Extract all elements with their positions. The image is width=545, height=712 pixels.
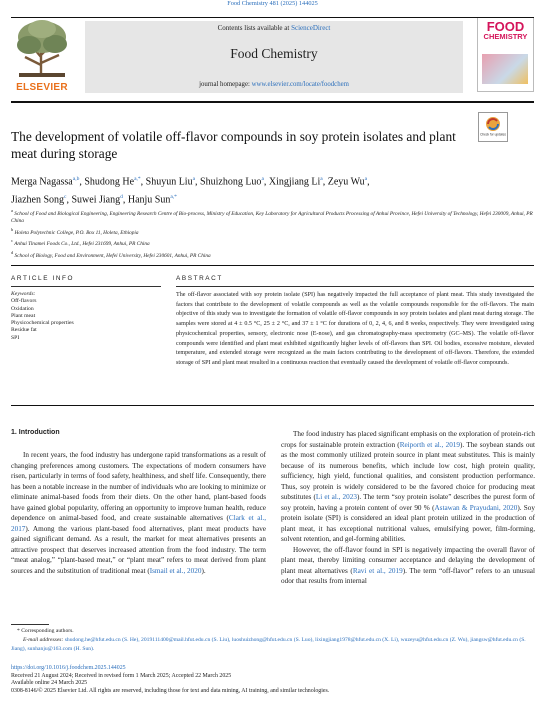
- affiliation: [11, 226, 536, 237]
- author-affiliation-mark[interactable]: a,b: [72, 176, 80, 182]
- citation-link[interactable]: Reiporth et al., 2019: [399, 440, 460, 449]
- author-name[interactable]: Suwei Jiang: [71, 194, 121, 206]
- cover-title-line-2: CHEMISTRY: [483, 32, 528, 41]
- author-separator: ,: [140, 176, 146, 188]
- keyword: Off-flavors: [11, 298, 37, 305]
- citation-link[interactable]: Astawan & Prayudani, 2020: [434, 503, 518, 512]
- author-affiliation-mark[interactable]: a,*: [134, 176, 141, 182]
- corresponding-note: * Corresponding authors.: [17, 628, 74, 634]
- author-affiliation-mark[interactable]: d: [120, 193, 123, 200]
- author-name[interactable]: Shuyun Liu: [145, 176, 193, 188]
- keyword: SPI: [11, 334, 20, 341]
- doi-link[interactable]: https://doi.org/10.1016/j.foodchem.2025.144025: [11, 665, 126, 671]
- author-separator: ,: [367, 176, 370, 188]
- journal-homepage-line: [85, 81, 463, 88]
- cover-title-line-1: FOOD: [486, 19, 525, 34]
- affiliation-mark: c: [11, 238, 13, 244]
- author-name[interactable]: Hanju Sun: [127, 194, 171, 206]
- header-top-rule: [11, 17, 534, 18]
- intro-column-right: [281, 429, 535, 587]
- citation-link[interactable]: Li et al., 2023: [315, 493, 357, 501]
- article-info-label: ARTICLE INFO: [11, 275, 75, 282]
- affiliation: [11, 249, 536, 260]
- journal-name: Food Chemistry: [230, 46, 318, 61]
- cover-title: [477, 21, 534, 41]
- affiliation: [11, 237, 536, 248]
- available-online: Available online 24 March 2025: [11, 680, 88, 687]
- journal-homepage-link[interactable]: www.elsevier.com/locate/foodchem: [251, 81, 349, 88]
- citation-link[interactable]: Ravi et al., 2019: [352, 566, 403, 575]
- publication-info: [11, 665, 536, 695]
- author-name[interactable]: Merga Nagassa: [11, 176, 73, 188]
- copyright: 0308-8146/© 2025 Elsevier Ltd. All rights are reserved, including those for text and data mining, AI training, and similar technologies.: [11, 687, 330, 694]
- journal-citation[interactable]: Food Chemistry 481 (2025) 144025: [227, 0, 318, 7]
- affiliation-text: School of Biology, Food and Environment, Hefei University, Hefei 230601, Anhui, PR China: [13, 252, 211, 259]
- text-run: ). The soybean stands out as the most commonly utilized protein source in plant meat substitutes. This is mainly because of its numerous benefits, which include low cost, high protein quality, sufficiency, high yield, functional qualities, and consistent production performance. Thus, soy protein is widely considered to be the favored choice for producing meat substitutes (: [281, 440, 535, 501]
- intro-paragraph-2: [281, 429, 535, 545]
- author-name[interactable]: Xingjiang Li: [268, 176, 321, 188]
- author-name[interactable]: Shudong He: [84, 176, 135, 188]
- article-title: The development of volatile off-flavor compounds in soy protein isolates and plant meat during storage: [11, 129, 456, 161]
- intro-paragraph-3: [281, 545, 535, 587]
- email-label: E-mail addresses:: [23, 637, 64, 644]
- intro-paragraph-1: [11, 450, 266, 576]
- affiliation-text: Holeta Polytechnic College, P.O. Box 11, Holeta, Ethiopia: [13, 229, 139, 236]
- author-affiliation-mark[interactable]: a: [192, 176, 196, 182]
- keyword-list: [11, 298, 161, 342]
- info-top-rule: [11, 265, 534, 266]
- section-heading-introduction: 1. Introduction: [11, 429, 60, 436]
- cover-image: [482, 54, 528, 84]
- received-dates: Received 21 August 2024; Received in revised form 1 March 2025; Accepted 22 March 2025: [11, 672, 232, 679]
- keyword: Residue fat: [11, 327, 37, 334]
- publisher-name: ELSEVIER: [16, 82, 68, 93]
- author-affiliation-mark[interactable]: a: [320, 176, 323, 182]
- text-run: ). Soy protein isolate (SPI) is considered an ideal plant protein utilized in the production of plant meat, it has exceptional nutritional values, emulsifying power, film-forming, solvent retention, and gel-forming abilities.: [281, 503, 535, 543]
- sciencedirect-link[interactable]: ScienceDirect: [291, 24, 331, 32]
- email-addresses[interactable]: shudong.he@hfut.edu.cn (S. He), 2019111400@mail.hfut.edu.cn (S. Liu), luoshuizhong@hfut.edu.cn (S. Luo), lixingjiang1978@hfut.edu.cn (X. Li), wuzeyu@hfut.edu.cn (Z. Wu), jiangsw@hfut.edu.cn (S. Jiang), sunhanju@163.com (H. Sun).: [11, 637, 526, 653]
- footnote-rule: [11, 624, 49, 625]
- affiliation-mark: a: [11, 208, 13, 213]
- citation-link[interactable]: Clark et al., 2017: [11, 514, 266, 533]
- author-affiliation-mark[interactable]: a: [364, 176, 368, 182]
- check-updates-icon: [479, 113, 507, 141]
- author-name[interactable]: Zeyu Wu: [327, 176, 365, 188]
- text-run: However, the off-flavor found in SPI is negatively impacting the overall flavor of plant meat, thereby limiting consumer acceptance and delaying the development of plant meat alternatives (: [281, 545, 535, 575]
- footnotes: [11, 627, 536, 655]
- abstract-label: ABSTRACT: [176, 275, 223, 282]
- text-run: ). Among the various plant-based food alternatives, plant meat products have gained significant demand. As a result, the market for meat alternatives presents an attractive prospect that deserves increased attention from the food industry. The term “meat analog,” “plant-based meat,” or “plant meat” refers to meat derived from plant sources and the substitution of traditional meat (: [11, 524, 266, 575]
- contents-prefix: Contents lists available at: [217, 24, 290, 32]
- author-affiliation-mark[interactable]: c: [64, 193, 67, 200]
- affiliation-mark: d: [11, 249, 14, 255]
- keywords-block: [11, 291, 161, 342]
- abstract-text: The off-flavor associated with soy protein isolate (SPI) has negatively impacted the full acceptance of plant meat. This study investigated the factors that contribute to the development of volatile compounds as well as the volatile compounds responsible for the off-flavors. The main objective of this study was to investigate the formation of volatile off-flavor compounds in soy protein isolates and plant meat during storage. The samples were stored at 4 ± 0.5 °C, 25 ± 2 °C, and 37 ± 1 °C for durations of 0, 2, 4, 6, and 8 weeks, respectively. They were investigated using physicochemical properties, sensory, electronic nose (E-nose), and gas chromatography-mass spectrometry (GC–MS). The volatile off-flavor compounds were identified and plant meat exhibited significantly higher levels of off-flavors than SPI. Oil bodies, excessive moisture, elevated temperature, and extended storage were recognized as the main factors contributing to the development of off-flavors. Therefore, the extended storage of SPI and plant meat resulted in a continuous reaction that eventually caused the development of volatile off-flavor compounds.: [176, 292, 534, 366]
- keyword: Plant meat: [11, 312, 36, 319]
- author-separator: ,: [66, 194, 72, 206]
- text-run: In recent years, the food industry has undergone rapid transformations as a result of changing preferences among customers. The expectations of modern consumers have risen, particularly in terms of food safety, healthiness, and shelf life. Consequently, there has been a notable increase in the number of individuals who are looking to minimize or eliminate animal-based foods from their diets. On the other hand, plant-based foods have gained global popularity, offering an opportunity to improve human health, reduce dependence on animal-based food, and create sustainable alternatives (: [11, 451, 266, 522]
- affiliation-list: [11, 207, 536, 260]
- text-run: ). The term “off-flavor” refers to an unusual odor that results from internal: [281, 566, 535, 585]
- text-run: The food industry has placed significant emphasis on the exploration of protein-rich crops for sustainable protein extraction (: [281, 430, 535, 449]
- intro-column-left: [11, 450, 266, 576]
- abstract-bottom-rule: [11, 405, 534, 406]
- author-affiliation-mark[interactable]: a,*: [170, 193, 177, 200]
- author-name[interactable]: Jiazhen Song: [11, 194, 65, 206]
- author-separator: ,: [122, 194, 128, 206]
- citation-link[interactable]: Ismail et al., 2020: [149, 566, 202, 575]
- author-name[interactable]: Shuizhong Luo: [200, 176, 262, 188]
- author-separator: ,: [79, 176, 85, 188]
- info-rule: [11, 286, 161, 287]
- affiliation-mark: b: [11, 226, 14, 232]
- affiliation: [11, 207, 536, 226]
- text-run: ).: [201, 566, 206, 575]
- affiliation-text: Anhui Tinamei Foods Co., Ltd., Hefei 231699, Anhui, PR China: [12, 241, 150, 248]
- author-separator: ,: [263, 176, 269, 188]
- keyword: Physicochemical properties: [11, 320, 74, 327]
- check-updates-label: Check for updates: [480, 132, 506, 137]
- text-run: ). The term “soy protein isolate” describes the purest form of soy protein, having a protein content of over 90 % (: [281, 493, 535, 512]
- homepage-prefix: journal homepage:: [199, 81, 250, 88]
- email-note: [11, 636, 536, 654]
- author-list: [11, 172, 536, 208]
- keywords-label: Keywords:: [11, 291, 36, 297]
- header-bottom-rule: [11, 101, 534, 103]
- author-separator: ,: [195, 176, 201, 188]
- keyword: Oxidation: [11, 305, 34, 312]
- abstract-rule: [176, 286, 534, 287]
- check-for-updates-badge[interactable]: [478, 112, 508, 142]
- contents-line: [85, 24, 463, 32]
- author-affiliation-mark[interactable]: a: [261, 176, 264, 182]
- affiliation-text: School of Food and Biological Engineering, Engineering Research Centre of Bio-process, Ministry of Education, Key Laboratory for Agricultural Products Processing of Anhui Province, Hefei University of Technology, Hefei 230009, Anhui, PR China: [11, 210, 533, 225]
- author-separator: ,: [322, 176, 328, 188]
